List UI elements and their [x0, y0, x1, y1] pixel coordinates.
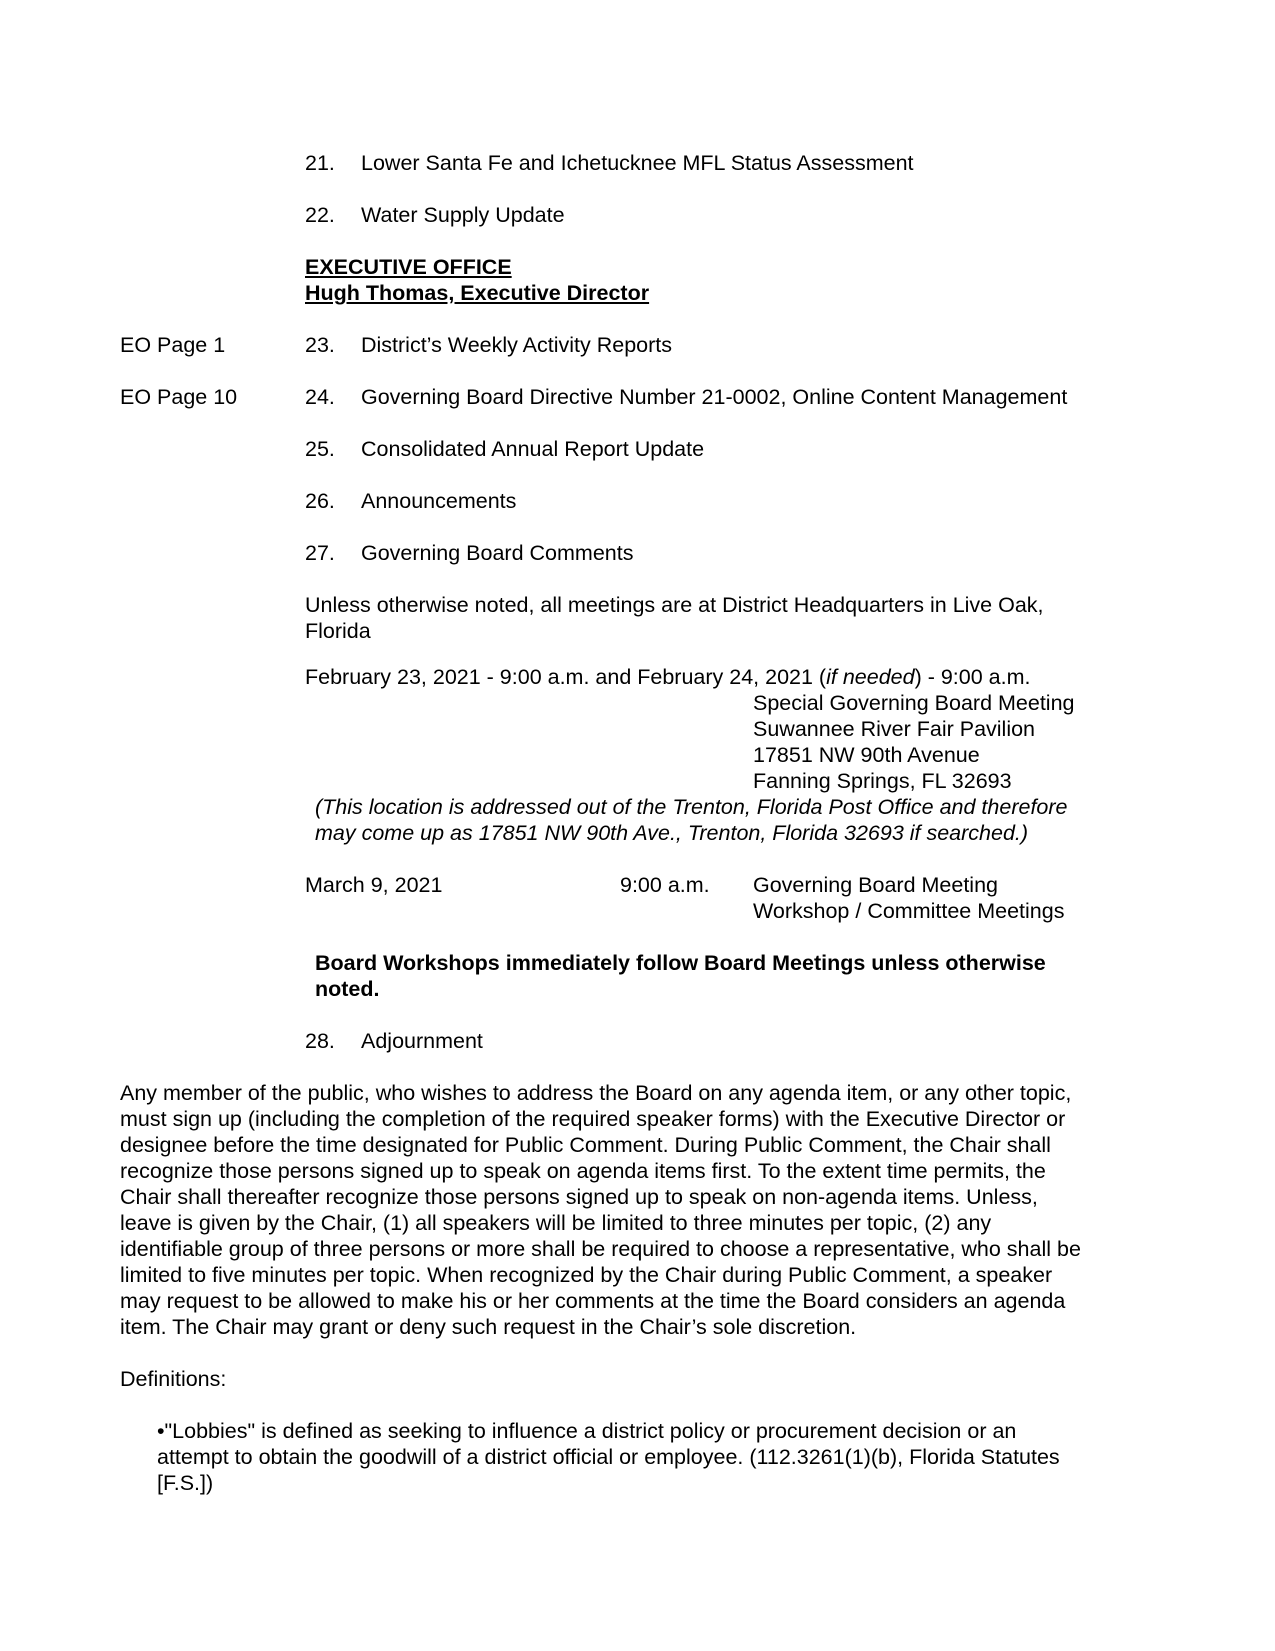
public-comment-line: Any member of the public, who wishes to address the Board on any agenda item, or any other topic,: [120, 1081, 1072, 1105]
definition-line: attempt to obtain the goodwill of a district official or employee. (112.3261(1)(b), Florida Statutes: [157, 1445, 1060, 1469]
item-26-number: 26.: [305, 489, 335, 513]
item-23-page-ref: EO Page 1: [120, 333, 226, 357]
item-28-text: Adjournment: [361, 1029, 483, 1053]
item-23-text: District’s Weekly Activity Reports: [361, 333, 673, 357]
item-22-number: 22.: [305, 203, 335, 227]
public-comment-line: identifiable group of three persons or more shall be required to choose a representative, who shall be: [120, 1237, 1081, 1261]
section-subtitle: Hugh Thomas, Executive Director: [305, 281, 650, 305]
feb-location-line-2: Suwannee River Fair Pavilion: [753, 717, 1036, 741]
mar-event-2: Workshop / Committee Meetings: [753, 899, 1065, 923]
definition-line: •"Lobbies" is defined as seeking to influence a district policy or procurement decision or an: [157, 1419, 1017, 1443]
item-27-text: Governing Board Comments: [361, 541, 634, 565]
public-comment-line: designee before the time designated for Public Comment. During Public Comment, the Chair shall: [120, 1133, 1051, 1157]
public-comment-line: leave is given by the Chair, (1) all speakers will be limited to three minutes per topic, (2) any: [120, 1211, 992, 1235]
item-21-text: Lower Santa Fe and Ichetucknee MFL Status Assessment: [361, 151, 914, 175]
item-26-text: Announcements: [361, 489, 517, 513]
item-24-page-ref: EO Page 10: [120, 385, 238, 409]
item-24-number: 24.: [305, 385, 335, 409]
item-28-number: 28.: [305, 1029, 335, 1053]
feb-location-line-3: 17851 NW 90th Avenue: [753, 743, 980, 767]
feb-location-line-1: Special Governing Board Meeting: [753, 691, 1075, 715]
item-27-number: 27.: [305, 541, 335, 565]
feb-location-note-line-1: (This location is addressed out of the Trenton, Florida Post Office and therefore: [315, 795, 1068, 819]
workshop-note-line-1: Board Workshops immediately follow Board Meetings unless otherwise: [315, 951, 1046, 975]
public-comment-line: must sign up (including the completion of the required speaker forms) with the Executive Director or: [120, 1107, 1066, 1131]
feb-location-note-line-2: may come up as 17851 NW 90th Ave., Trenton, Florida 32693 if searched.): [315, 821, 1029, 845]
workshop-note-line-2: noted.: [315, 977, 380, 1001]
meetings-note-line-2: Florida: [305, 619, 371, 643]
definition-line: [F.S.]): [157, 1471, 214, 1495]
feb-date-part-2: ) - 9:00 a.m.: [914, 665, 1031, 689]
mar-meeting-date: March 9, 2021: [305, 873, 443, 897]
feb-date-if-needed: if needed: [826, 665, 915, 689]
public-comment-line: may request to be allowed to make his or her comments at the time the Board considers an agenda: [120, 1289, 1066, 1313]
item-24-text: Governing Board Directive Number 21-0002, Online Content Management: [361, 385, 1068, 409]
public-comment-line: Chair shall thereafter recognize those persons signed up to speak on non-agenda items. Unless,: [120, 1185, 1038, 1209]
item-25-number: 25.: [305, 437, 335, 461]
item-21-number: 21.: [305, 151, 335, 175]
item-23-number: 23.: [305, 333, 335, 357]
public-comment-line: limited to five minutes per topic. When recognized by the Chair during Public Comment, a speaker: [120, 1263, 1053, 1287]
mar-event-1: Governing Board Meeting: [753, 873, 999, 897]
feb-date-part-1: February 23, 2021 - 9:00 a.m. and February 24, 2021 (: [305, 665, 827, 689]
feb-location-line-4: Fanning Springs, FL 32693: [753, 769, 1012, 793]
section-title: EXECUTIVE OFFICE: [305, 255, 512, 279]
mar-meeting-time: 9:00 a.m.: [620, 873, 710, 897]
definitions-label: Definitions:: [120, 1367, 227, 1391]
feb-meeting-date: [305, 664, 1030, 690]
public-comment-line: recognize those persons signed up to speak on agenda items first. To the extent time permits, the: [120, 1159, 1046, 1183]
public-comment-line: item. The Chair may grant or deny such request in the Chair’s sole discretion.: [120, 1315, 857, 1339]
item-22-text: Water Supply Update: [361, 203, 565, 227]
meetings-note-line-1: Unless otherwise noted, all meetings are at District Headquarters in Live Oak,: [305, 593, 1044, 617]
item-25-text: Consolidated Annual Report Update: [361, 437, 705, 461]
